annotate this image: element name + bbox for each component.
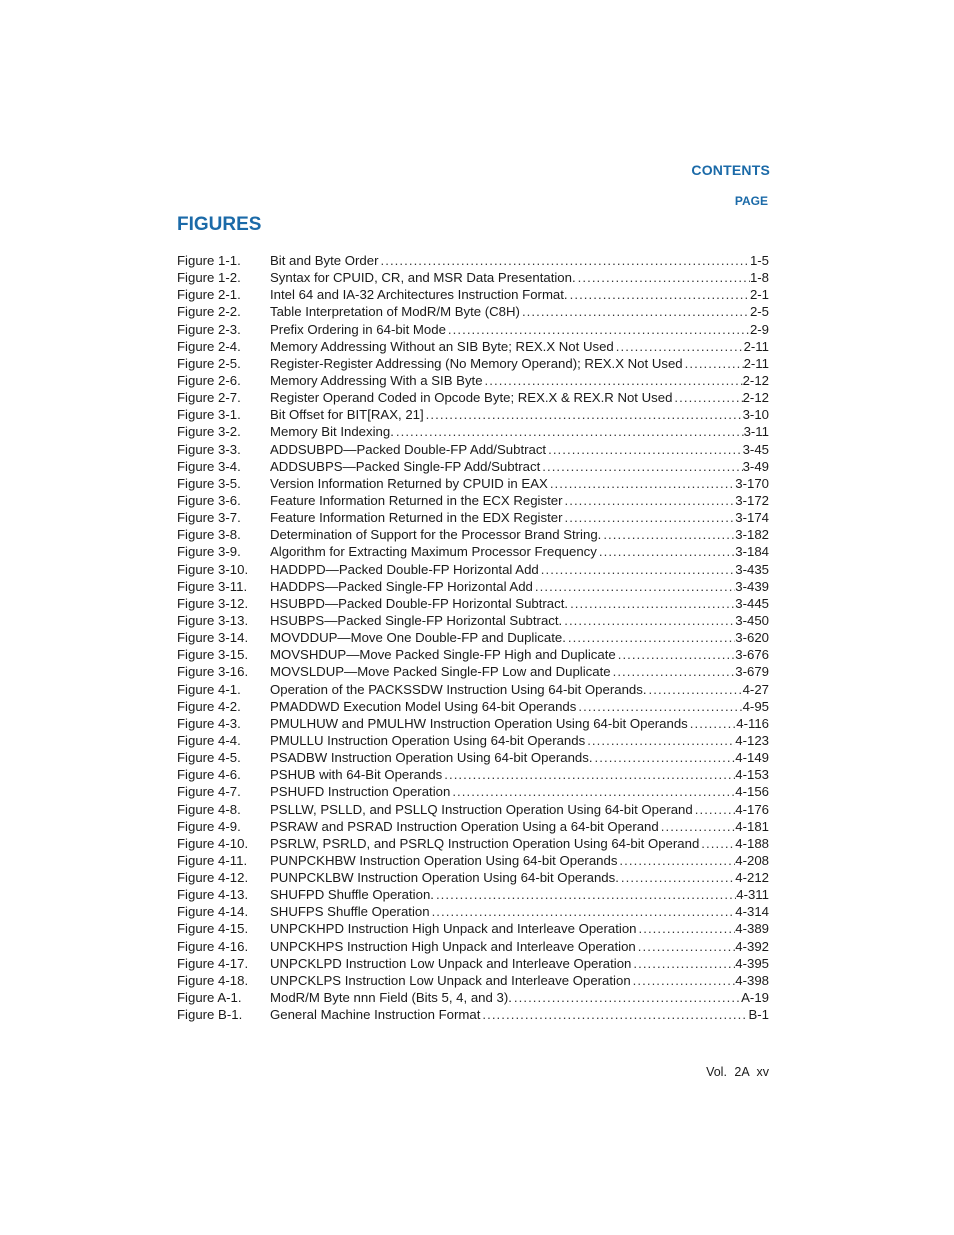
figure-title-line bbox=[270, 612, 769, 629]
figure-title: Intel 64 and IA-32 Architectures Instruction Format. bbox=[270, 287, 568, 303]
figure-number: Figure 4-3. bbox=[177, 715, 241, 731]
figure-number: Figure 4-9. bbox=[177, 818, 241, 834]
dot-leader bbox=[540, 458, 742, 475]
figure-number: Figure 3-2. bbox=[177, 424, 241, 440]
figure-number: Figure 4-10. bbox=[177, 835, 249, 851]
figure-title: ModR/M Byte nnn Field (Bits 5, 4, and 3). bbox=[270, 990, 512, 1006]
figure-page-number: 3-435 bbox=[735, 561, 769, 577]
figure-title: General Machine Instruction Format bbox=[270, 1007, 481, 1023]
figure-title-line bbox=[270, 801, 769, 818]
figure-page-number: 2-12 bbox=[742, 372, 769, 388]
figure-title: PSRLW, PSRLD, and PSRLQ Instruction Operation Using 64-bit Operand bbox=[270, 835, 700, 851]
dot-leader bbox=[637, 920, 736, 937]
figure-title: HADDPD—Packed Double-FP Horizontal Add bbox=[270, 561, 539, 577]
figure-page-number: 3-450 bbox=[735, 612, 769, 628]
figure-number: Figure 4-13. bbox=[177, 887, 249, 903]
dot-leader bbox=[636, 938, 735, 955]
figure-title: UNPCKHPD Instruction High Unpack and Interleave Operation bbox=[270, 921, 637, 937]
dot-leader bbox=[593, 749, 736, 766]
figure-title-line bbox=[270, 475, 769, 492]
figure-title-line bbox=[270, 715, 769, 732]
figure-number: Figure 2-5. bbox=[177, 355, 241, 371]
dot-leader bbox=[548, 475, 735, 492]
dot-leader bbox=[576, 698, 742, 715]
figure-page-number: 3-49 bbox=[742, 458, 769, 474]
figure-page-number: 3-445 bbox=[735, 595, 769, 611]
dot-leader bbox=[394, 423, 744, 440]
dot-leader bbox=[616, 646, 736, 663]
figure-title-line bbox=[270, 818, 769, 835]
section-title: FIGURES bbox=[177, 214, 262, 235]
dot-leader bbox=[512, 989, 741, 1006]
figure-title: SHUFPD Shuffle Operation. bbox=[270, 887, 434, 903]
figure-title: Register-Register Addressing (No Memory Operand); REX.X Not Used bbox=[270, 355, 683, 371]
figure-title-line bbox=[270, 1006, 769, 1023]
dot-leader bbox=[430, 903, 736, 920]
figure-entry[interactable] bbox=[177, 441, 769, 458]
figure-entry[interactable] bbox=[177, 852, 769, 869]
figure-number: Figure 4-2. bbox=[177, 698, 241, 714]
dot-leader bbox=[378, 252, 749, 269]
figure-number: Figure B-1. bbox=[177, 1007, 243, 1023]
figure-title: PUNPCKHBW Instruction Operation Using 64-bit Operands bbox=[270, 852, 618, 868]
figure-entry[interactable] bbox=[177, 355, 769, 372]
figure-title: Feature Information Returned in the EDX Register bbox=[270, 510, 563, 526]
figure-page-number: 3-184 bbox=[735, 544, 769, 560]
figure-page-number: 4-149 bbox=[735, 750, 769, 766]
figure-entry[interactable] bbox=[177, 663, 769, 680]
figure-page-number: 4-181 bbox=[735, 818, 769, 834]
figure-entry[interactable] bbox=[177, 509, 769, 526]
figure-title: PMULHUW and PMULHW Instruction Operation Using 64-bit Operands bbox=[270, 715, 688, 731]
figure-title-line bbox=[270, 458, 769, 475]
dot-leader bbox=[631, 955, 735, 972]
figure-number: Figure 4-5. bbox=[177, 750, 241, 766]
dot-leader bbox=[614, 338, 744, 355]
figure-number: Figure 3-1. bbox=[177, 407, 241, 423]
figure-entry[interactable] bbox=[177, 938, 769, 955]
figure-entry[interactable] bbox=[177, 903, 769, 920]
footer-volume: Vol. 2A bbox=[706, 1065, 750, 1079]
figure-entry[interactable] bbox=[177, 766, 769, 783]
figure-title-line bbox=[270, 852, 769, 869]
figure-number: Figure 3-9. bbox=[177, 544, 241, 560]
figure-number: Figure 3-16. bbox=[177, 664, 249, 680]
figure-page-number: 2-5 bbox=[749, 304, 769, 320]
figure-title-line bbox=[270, 441, 769, 458]
figure-page-number: 4-208 bbox=[735, 852, 769, 868]
figure-number: Figure 4-11. bbox=[177, 852, 248, 868]
figure-title-line bbox=[270, 406, 769, 423]
figure-title-line bbox=[270, 492, 769, 509]
figure-number: Figure 4-6. bbox=[177, 767, 241, 783]
figure-title: Memory Addressing With a SIB Byte bbox=[270, 372, 483, 388]
figure-page-number: 4-392 bbox=[735, 938, 769, 954]
dot-leader bbox=[688, 715, 736, 732]
figure-page-number: 2-12 bbox=[742, 390, 769, 406]
figure-page-number: 3-679 bbox=[735, 664, 769, 680]
dot-leader bbox=[601, 526, 735, 543]
figure-page-number: 4-389 bbox=[735, 921, 769, 937]
dot-leader bbox=[631, 972, 736, 989]
figure-number: Figure 3-5. bbox=[177, 475, 241, 491]
figure-title-line bbox=[270, 681, 769, 698]
dot-leader bbox=[483, 372, 743, 389]
figure-title-line bbox=[270, 938, 769, 955]
figure-title-line bbox=[270, 920, 769, 937]
figure-title-line bbox=[270, 372, 769, 389]
figure-page-number: 3-676 bbox=[735, 647, 769, 663]
dot-leader bbox=[693, 801, 736, 818]
figure-title: PSHUB with 64-Bit Operands bbox=[270, 767, 443, 783]
figure-title: Operation of the PACKSSDW Instruction Using 64-bit Operands. bbox=[270, 681, 647, 697]
figure-title: HSUBPS—Packed Single-FP Horizontal Subtract. bbox=[270, 612, 563, 628]
figure-number: Figure 2-4. bbox=[177, 338, 241, 354]
figure-title: Register Operand Coded in Opcode Byte; REX.X & REX.R Not Used bbox=[270, 390, 673, 406]
figure-entry[interactable] bbox=[177, 681, 769, 698]
dot-leader bbox=[539, 561, 736, 578]
figure-entry[interactable] bbox=[177, 629, 769, 646]
figure-number: Figure 3-10. bbox=[177, 561, 249, 577]
figure-entry[interactable] bbox=[177, 321, 769, 338]
figure-number: Figure 2-6. bbox=[177, 372, 241, 388]
figure-number: Figure 4-15. bbox=[177, 921, 249, 937]
figure-page-number: 4-27 bbox=[742, 681, 769, 697]
dot-leader bbox=[520, 303, 750, 320]
figure-title: UNPCKHPS Instruction High Unpack and Interleave Operation bbox=[270, 938, 636, 954]
figure-entry[interactable] bbox=[177, 492, 769, 509]
figure-number: Figure 2-3. bbox=[177, 321, 241, 337]
figure-title-line bbox=[270, 526, 769, 543]
figure-title: PSADBW Instruction Operation Using 64-bit Operands. bbox=[270, 750, 593, 766]
figure-title: Version Information Returned by CPUID in EAX bbox=[270, 475, 548, 491]
figure-number: Figure 4-14. bbox=[177, 904, 249, 920]
figure-page-number: 3-439 bbox=[735, 578, 769, 594]
figure-title: MOVSLDUP—Move Packed Single-FP Low and Duplicate bbox=[270, 664, 611, 680]
figure-entry[interactable] bbox=[177, 595, 769, 612]
figure-entry[interactable] bbox=[177, 1006, 769, 1023]
dot-leader bbox=[480, 1006, 748, 1023]
figure-title-line bbox=[270, 423, 769, 440]
figure-page-number: 2-1 bbox=[749, 287, 769, 303]
figure-title-line bbox=[270, 783, 769, 800]
figure-page-number: 2-11 bbox=[743, 338, 769, 354]
dot-leader bbox=[562, 509, 735, 526]
figure-title-line bbox=[270, 663, 769, 680]
dot-leader bbox=[585, 732, 735, 749]
figure-title-line bbox=[270, 886, 769, 903]
figure-title: Bit Offset for BIT[RAX, 21] bbox=[270, 407, 424, 423]
figure-entry[interactable] bbox=[177, 955, 769, 972]
figure-entry[interactable] bbox=[177, 989, 769, 1006]
figure-entry[interactable] bbox=[177, 886, 769, 903]
figure-number: Figure 1-2. bbox=[177, 270, 241, 286]
figure-entry[interactable] bbox=[177, 835, 769, 852]
figure-entry[interactable] bbox=[177, 732, 769, 749]
figure-page-number: A-19 bbox=[741, 990, 769, 1006]
figure-title: PMADDWD Execution Model Using 64-bit Operands bbox=[270, 698, 577, 714]
dot-leader bbox=[576, 269, 750, 286]
figure-number: Figure 3-7. bbox=[177, 510, 241, 526]
figure-title: Determination of Support for the Processor Brand String. bbox=[270, 527, 602, 543]
figure-entry[interactable] bbox=[177, 920, 769, 937]
dot-leader bbox=[434, 886, 736, 903]
dot-leader bbox=[533, 578, 735, 595]
figure-page-number: B-1 bbox=[748, 1007, 769, 1023]
figure-page-number: 4-212 bbox=[735, 870, 769, 886]
dot-leader bbox=[442, 766, 735, 783]
figure-entry[interactable] bbox=[177, 269, 769, 286]
figure-title-line bbox=[270, 252, 769, 269]
figure-number: Figure 3-6. bbox=[177, 492, 241, 508]
figure-entry[interactable] bbox=[177, 406, 769, 423]
figure-title-line bbox=[270, 595, 769, 612]
dot-leader bbox=[611, 663, 736, 680]
figure-title: Memory Addressing Without an SIB Byte; REX.X Not Used bbox=[270, 338, 614, 354]
figure-title-line bbox=[270, 269, 769, 286]
figure-title-line bbox=[270, 578, 769, 595]
figure-title-line bbox=[270, 732, 769, 749]
dot-leader bbox=[659, 818, 736, 835]
figure-entry[interactable] bbox=[177, 561, 769, 578]
figure-entry[interactable] bbox=[177, 458, 769, 475]
figure-title-line bbox=[270, 286, 769, 303]
figure-page-number: 4-398 bbox=[735, 972, 769, 988]
figure-entry[interactable] bbox=[177, 801, 769, 818]
figure-entry[interactable] bbox=[177, 252, 769, 269]
figure-entry[interactable] bbox=[177, 612, 769, 629]
figure-title: MOVDDUP—Move One Double-FP and Duplicate. bbox=[270, 630, 566, 646]
figure-page-number: 3-10 bbox=[742, 407, 769, 423]
figure-entry[interactable] bbox=[177, 372, 769, 389]
figure-entry[interactable] bbox=[177, 543, 769, 560]
figure-number: Figure 4-7. bbox=[177, 784, 241, 800]
dot-leader bbox=[568, 286, 750, 303]
figure-entry[interactable] bbox=[177, 303, 769, 320]
footer-page-number: xv bbox=[756, 1065, 769, 1079]
figure-page-number: 3-45 bbox=[742, 441, 769, 457]
figure-title: HSUBPD—Packed Double-FP Horizontal Subtract. bbox=[270, 595, 569, 611]
figure-title-line bbox=[270, 972, 769, 989]
figure-page-number: 2-9 bbox=[749, 321, 769, 337]
dot-leader bbox=[699, 835, 735, 852]
figure-title-line bbox=[270, 543, 769, 560]
figure-page-number: 3-182 bbox=[735, 527, 769, 543]
dot-leader bbox=[617, 852, 735, 869]
figure-title-line bbox=[270, 355, 769, 372]
figure-page-number: 4-311 bbox=[736, 887, 769, 903]
figure-title-line bbox=[270, 509, 769, 526]
figure-number: Figure 4-17. bbox=[177, 955, 249, 971]
figure-title: MOVSHDUP—Move Packed Single-FP High and Duplicate bbox=[270, 647, 616, 663]
figure-entry[interactable] bbox=[177, 749, 769, 766]
figure-number: Figure 3-4. bbox=[177, 458, 241, 474]
figure-number: Figure A-1. bbox=[177, 990, 242, 1006]
figure-number: Figure 3-14. bbox=[177, 630, 249, 646]
dot-leader bbox=[672, 389, 742, 406]
figure-page-number: 4-153 bbox=[735, 767, 769, 783]
figure-title-line bbox=[270, 835, 769, 852]
figure-page-number: 3-170 bbox=[735, 475, 769, 491]
figure-page-number: 2-11 bbox=[743, 355, 769, 371]
figure-title-line bbox=[270, 338, 769, 355]
figure-title: HADDPS—Packed Single-FP Horizontal Add bbox=[270, 578, 533, 594]
figure-title: PSRAW and PSRAD Instruction Operation Using a 64-bit Operand bbox=[270, 818, 659, 834]
figure-entry[interactable] bbox=[177, 869, 769, 886]
figure-title-line bbox=[270, 389, 769, 406]
figure-page-number: 4-116 bbox=[736, 715, 769, 731]
figure-page-number: 4-176 bbox=[735, 801, 769, 817]
figure-number: Figure 4-8. bbox=[177, 801, 241, 817]
figure-entry[interactable] bbox=[177, 389, 769, 406]
dot-leader bbox=[683, 355, 744, 372]
figure-entry[interactable] bbox=[177, 818, 769, 835]
figure-entry[interactable] bbox=[177, 698, 769, 715]
page-footer bbox=[706, 1065, 769, 1079]
figure-page-number: 4-314 bbox=[735, 904, 769, 920]
figure-page-number: 1-8 bbox=[749, 270, 769, 286]
figure-title: PMULLU Instruction Operation Using 64-bit Operands bbox=[270, 732, 586, 748]
figure-number: Figure 3-8. bbox=[177, 527, 241, 543]
figure-title-line bbox=[270, 629, 769, 646]
figure-number: Figure 2-7. bbox=[177, 390, 241, 406]
figure-title: Feature Information Returned in the ECX Register bbox=[270, 492, 563, 508]
figures-list bbox=[177, 252, 769, 1023]
figure-title-line bbox=[270, 989, 769, 1006]
figure-number: Figure 3-15. bbox=[177, 647, 249, 663]
dot-leader bbox=[562, 492, 735, 509]
figure-title-line bbox=[270, 561, 769, 578]
figure-number: Figure 1-1. bbox=[177, 253, 241, 268]
figure-entry[interactable] bbox=[177, 646, 769, 663]
figure-entry[interactable] bbox=[177, 526, 769, 543]
figure-title: Bit and Byte Order bbox=[270, 253, 379, 268]
figure-title: UNPCKLPD Instruction Low Unpack and Interleave Operation bbox=[270, 955, 632, 971]
figure-page-number: 4-123 bbox=[735, 732, 769, 748]
figure-page-number: 3-620 bbox=[735, 630, 769, 646]
figure-number: Figure 3-11. bbox=[177, 578, 248, 594]
figure-title: PUNPCKLBW Instruction Operation Using 64-bit Operands. bbox=[270, 870, 619, 886]
figure-title-line bbox=[270, 698, 769, 715]
dot-leader bbox=[647, 681, 743, 698]
dot-leader bbox=[597, 543, 735, 560]
figure-number: Figure 4-12. bbox=[177, 870, 249, 886]
figure-title: PSLLW, PSLLD, and PSLLQ Instruction Operation Using 64-bit Operand bbox=[270, 801, 693, 817]
figure-number: Figure 4-1. bbox=[177, 681, 241, 697]
figure-title-line bbox=[270, 749, 769, 766]
figure-page-number: 1-5 bbox=[749, 253, 769, 268]
figure-title: SHUFPS Shuffle Operation bbox=[270, 904, 430, 920]
figure-number: Figure 4-4. bbox=[177, 732, 241, 748]
figure-number: Figure 3-12. bbox=[177, 595, 249, 611]
figure-title: Syntax for CPUID, CR, and MSR Data Presentation. bbox=[270, 270, 576, 286]
figure-title-line bbox=[270, 321, 769, 338]
figure-number: Figure 3-3. bbox=[177, 441, 241, 457]
dot-leader bbox=[546, 441, 743, 458]
figure-number: Figure 4-16. bbox=[177, 938, 249, 954]
figure-entry[interactable] bbox=[177, 286, 769, 303]
dot-leader bbox=[568, 595, 735, 612]
dot-leader bbox=[450, 783, 735, 800]
figure-page-number: 4-188 bbox=[735, 835, 769, 851]
figure-entry[interactable] bbox=[177, 423, 769, 440]
figure-title-line bbox=[270, 869, 769, 886]
dot-leader bbox=[619, 869, 735, 886]
figure-title: ADDSUBPS—Packed Single-FP Add/Subtract bbox=[270, 458, 541, 474]
figure-page-number: 4-395 bbox=[735, 955, 769, 971]
dot-leader bbox=[424, 406, 743, 423]
figure-entry[interactable] bbox=[177, 578, 769, 595]
figure-title-line bbox=[270, 903, 769, 920]
figure-number: Figure 3-13. bbox=[177, 612, 249, 628]
dot-leader bbox=[562, 612, 735, 629]
figure-title: PSHUFD Instruction Operation bbox=[270, 784, 451, 800]
figure-page-number: 4-95 bbox=[742, 698, 769, 714]
figure-number: Figure 4-18. bbox=[177, 972, 249, 988]
dot-leader bbox=[566, 629, 735, 646]
figure-number: Figure 2-1. bbox=[177, 287, 241, 303]
dot-leader bbox=[446, 321, 750, 338]
figure-entry[interactable] bbox=[177, 475, 769, 492]
figure-page-number: 3-172 bbox=[735, 492, 769, 508]
figure-title: Algorithm for Extracting Maximum Processor Frequency bbox=[270, 544, 597, 560]
figure-page-number: 3-174 bbox=[735, 510, 769, 526]
page-column-header: PAGE bbox=[734, 194, 768, 208]
figure-page-number: 3-11 bbox=[743, 424, 769, 440]
figure-number: Figure 2-2. bbox=[177, 304, 241, 320]
figure-entry[interactable] bbox=[177, 783, 769, 800]
figure-title: Prefix Ordering in 64-bit Mode bbox=[270, 321, 446, 337]
figure-title-line bbox=[270, 303, 769, 320]
figure-entry[interactable] bbox=[177, 715, 769, 732]
figure-entry[interactable] bbox=[177, 972, 769, 989]
figure-title-line bbox=[270, 646, 769, 663]
figure-entry[interactable] bbox=[177, 338, 769, 355]
figure-title: ADDSUBPD—Packed Double-FP Add/Subtract bbox=[270, 441, 547, 457]
figure-title: Memory Bit Indexing. bbox=[270, 424, 394, 440]
figure-title-line bbox=[270, 766, 769, 783]
figure-page-number: 4-156 bbox=[735, 784, 769, 800]
contents-header: CONTENTS bbox=[691, 162, 770, 178]
figure-title: UNPCKLPS Instruction Low Unpack and Interleave Operation bbox=[270, 972, 631, 988]
figure-title: Table Interpretation of ModR/M Byte (C8H) bbox=[270, 304, 520, 320]
figure-title-line bbox=[270, 955, 769, 972]
